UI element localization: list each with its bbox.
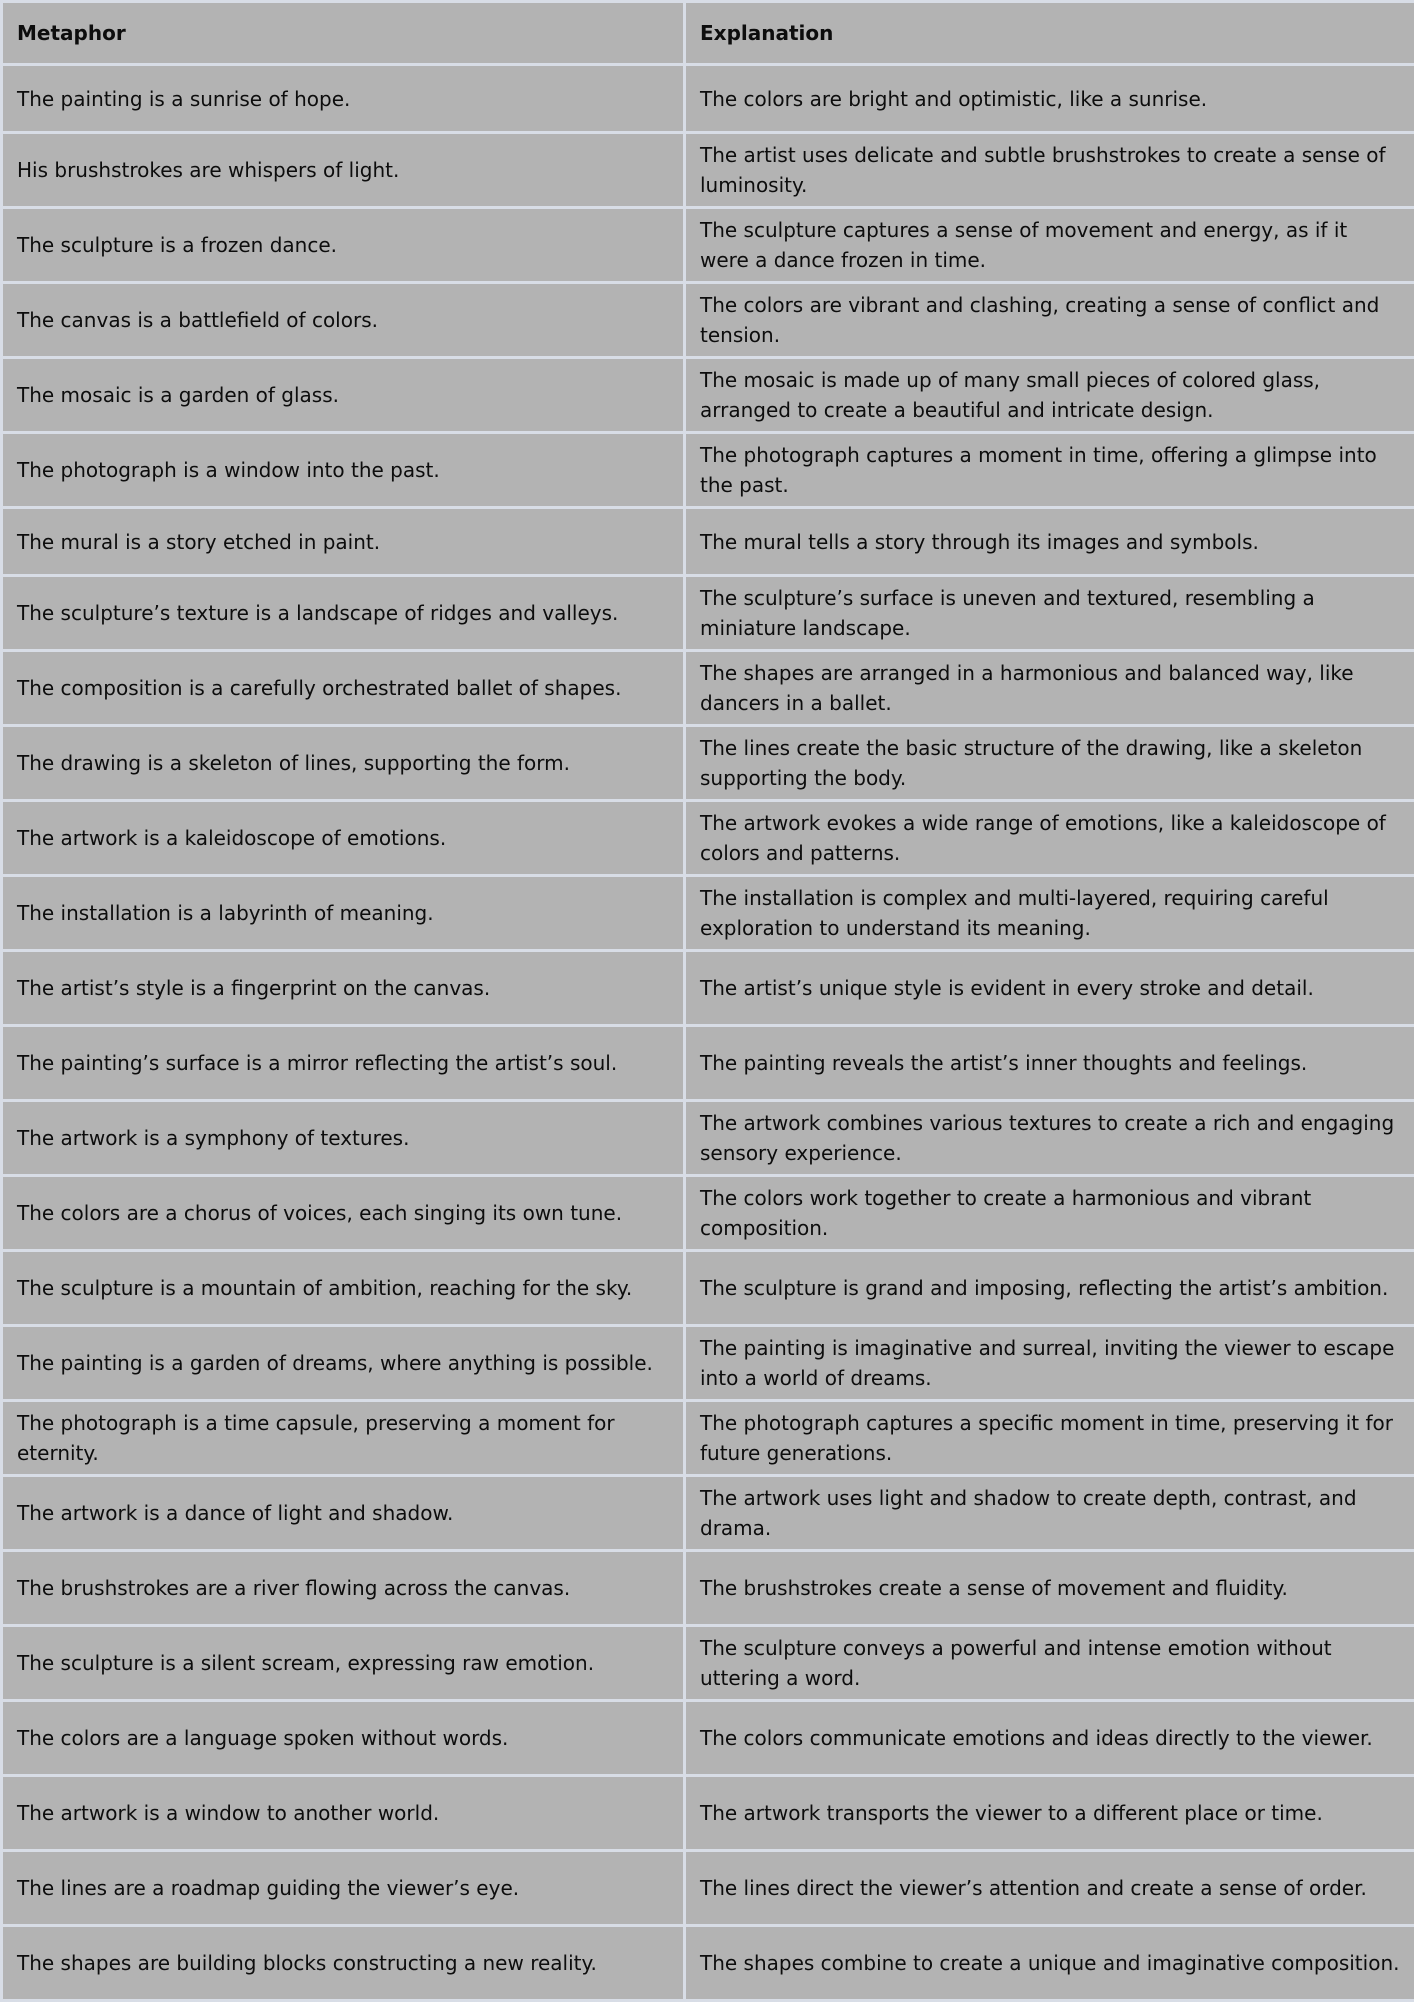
- table-row: [2, 576, 1414, 651]
- header-row: [2, 2, 1414, 65]
- metaphor-cell: The artwork is a kaleidoscope of emotions.: [2, 801, 685, 876]
- explanation-cell: The lines create the basic structure of the drawing, like a skeleton supporting the body.: [685, 726, 1414, 801]
- table-row: [2, 1401, 1414, 1476]
- metaphor-cell: The drawing is a skeleton of lines, supporting the form.: [2, 726, 685, 801]
- metaphor-cell: The lines are a roadmap guiding the viewer’s eye.: [2, 1851, 685, 1926]
- metaphor-cell: The sculpture is a mountain of ambition, reaching for the sky.: [2, 1251, 685, 1326]
- table-row: [2, 208, 1414, 283]
- explanation-cell: The colors are bright and optimistic, like a sunrise.: [685, 65, 1414, 133]
- table-body: [2, 65, 1414, 2001]
- explanation-cell: The sculpture captures a sense of movement and energy, as if it were a dance frozen in time.: [685, 208, 1414, 283]
- metaphor-cell: The mosaic is a garden of glass.: [2, 358, 685, 433]
- header-metaphor: Metaphor: [2, 2, 685, 65]
- table-row: [2, 1626, 1414, 1701]
- header-explanation: Explanation: [685, 2, 1414, 65]
- table-row: [2, 1851, 1414, 1926]
- explanation-cell: The artwork uses light and shadow to create depth, contrast, and drama.: [685, 1476, 1414, 1551]
- explanation-cell: The photograph captures a moment in time, offering a glimpse into the past.: [685, 433, 1414, 508]
- table-row: [2, 1326, 1414, 1401]
- explanation-cell: The colors are vibrant and clashing, creating a sense of conflict and tension.: [685, 283, 1414, 358]
- metaphor-cell: The artwork is a symphony of textures.: [2, 1101, 685, 1176]
- explanation-cell: The sculpture is grand and imposing, reflecting the artist’s ambition.: [685, 1251, 1414, 1326]
- explanation-cell: The artist uses delicate and subtle brushstrokes to create a sense of luminosity.: [685, 133, 1414, 208]
- table-row: [2, 508, 1414, 576]
- table-row: [2, 65, 1414, 133]
- metaphor-cell: The brushstrokes are a river flowing across the canvas.: [2, 1551, 685, 1626]
- explanation-cell: The photograph captures a specific moment in time, preserving it for future generations.: [685, 1401, 1414, 1476]
- metaphor-cell: The colors are a chorus of voices, each singing its own tune.: [2, 1176, 685, 1251]
- metaphor-cell: The sculpture is a frozen dance.: [2, 208, 685, 283]
- explanation-cell: The shapes are arranged in a harmonious and balanced way, like dancers in a ballet.: [685, 651, 1414, 726]
- table-row: [2, 951, 1414, 1026]
- metaphor-cell: The canvas is a battlefield of colors.: [2, 283, 685, 358]
- table-row: [2, 726, 1414, 801]
- table-row: [2, 876, 1414, 951]
- table-row: [2, 1701, 1414, 1776]
- metaphor-cell: The installation is a labyrinth of meaning.: [2, 876, 685, 951]
- metaphor-cell: The painting’s surface is a mirror reflecting the artist’s soul.: [2, 1026, 685, 1101]
- explanation-cell: The sculpture’s surface is uneven and textured, resembling a miniature landscape.: [685, 576, 1414, 651]
- metaphor-cell: The mural is a story etched in paint.: [2, 508, 685, 576]
- explanation-cell: The sculpture conveys a powerful and intense emotion without uttering a word.: [685, 1626, 1414, 1701]
- table-row: [2, 1551, 1414, 1626]
- explanation-cell: The artwork evokes a wide range of emotions, like a kaleidoscope of colors and patterns.: [685, 801, 1414, 876]
- metaphor-cell: The artist’s style is a fingerprint on the canvas.: [2, 951, 685, 1026]
- metaphor-cell: The composition is a carefully orchestrated ballet of shapes.: [2, 651, 685, 726]
- metaphor-cell: The sculpture is a silent scream, expressing raw emotion.: [2, 1626, 685, 1701]
- table-row: [2, 1026, 1414, 1101]
- metaphor-cell: The artwork is a window to another world.: [2, 1776, 685, 1851]
- table-row: [2, 433, 1414, 508]
- metaphor-cell: The colors are a language spoken without words.: [2, 1701, 685, 1776]
- explanation-cell: The painting reveals the artist’s inner thoughts and feelings.: [685, 1026, 1414, 1101]
- metaphor-cell: The painting is a sunrise of hope.: [2, 65, 685, 133]
- explanation-cell: The artwork transports the viewer to a different place or time.: [685, 1776, 1414, 1851]
- explanation-cell: The shapes combine to create a unique and imaginative composition.: [685, 1926, 1414, 2001]
- explanation-cell: The artist’s unique style is evident in every stroke and detail.: [685, 951, 1414, 1026]
- explanation-cell: The brushstrokes create a sense of movement and fluidity.: [685, 1551, 1414, 1626]
- explanation-cell: The painting is imaginative and surreal, inviting the viewer to escape into a world of dreams.: [685, 1326, 1414, 1401]
- table-row: [2, 1101, 1414, 1176]
- explanation-cell: The installation is complex and multi-layered, requiring careful exploration to understand its meaning.: [685, 876, 1414, 951]
- metaphor-cell: The sculpture’s texture is a landscape of ridges and valleys.: [2, 576, 685, 651]
- metaphor-cell: The artwork is a dance of light and shadow.: [2, 1476, 685, 1551]
- table-row: [2, 1926, 1414, 2001]
- explanation-cell: The colors communicate emotions and ideas directly to the viewer.: [685, 1701, 1414, 1776]
- explanation-cell: The mural tells a story through its images and symbols.: [685, 508, 1414, 576]
- explanation-cell: The lines direct the viewer’s attention and create a sense of order.: [685, 1851, 1414, 1926]
- metaphor-cell: The shapes are building blocks constructing a new reality.: [2, 1926, 685, 2001]
- metaphor-cell: The photograph is a window into the past.: [2, 433, 685, 508]
- table-row: [2, 1776, 1414, 1851]
- table-row: [2, 801, 1414, 876]
- metaphor-cell: The painting is a garden of dreams, where anything is possible.: [2, 1326, 685, 1401]
- table-row: [2, 283, 1414, 358]
- table-row: [2, 651, 1414, 726]
- explanation-cell: The artwork combines various textures to create a rich and engaging sensory experience.: [685, 1101, 1414, 1176]
- table-row: [2, 1176, 1414, 1251]
- table-row: [2, 1476, 1414, 1551]
- metaphor-cell: His brushstrokes are whispers of light.: [2, 133, 685, 208]
- explanation-cell: The colors work together to create a harmonious and vibrant composition.: [685, 1176, 1414, 1251]
- explanation-cell: The mosaic is made up of many small pieces of colored glass, arranged to create a beautiful and intricate design.: [685, 358, 1414, 433]
- metaphor-cell: The photograph is a time capsule, preserving a moment for eternity.: [2, 1401, 685, 1476]
- table-row: [2, 1251, 1414, 1326]
- table-row: [2, 358, 1414, 433]
- table-row: [2, 133, 1414, 208]
